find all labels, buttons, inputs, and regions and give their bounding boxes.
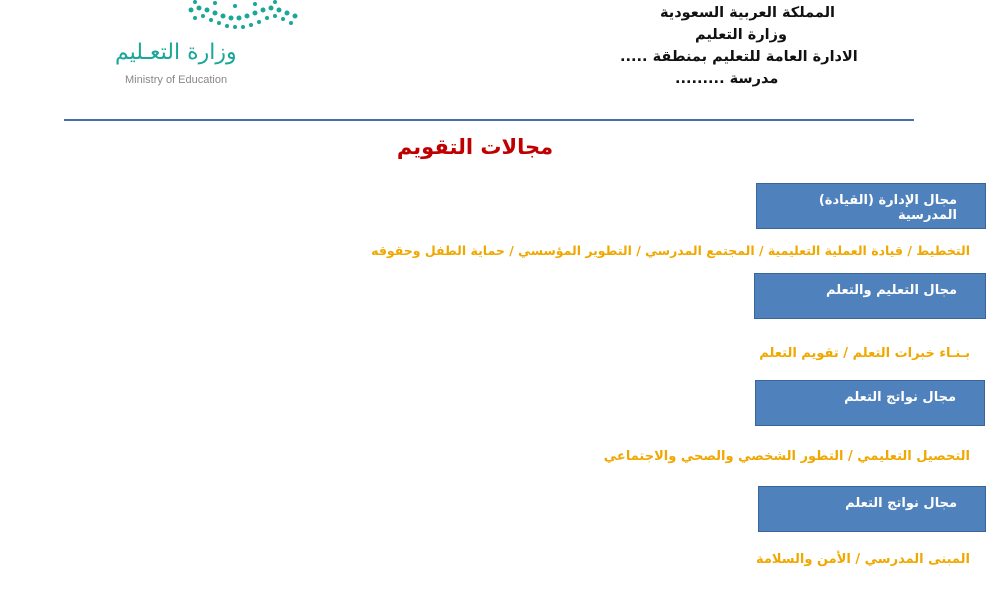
domain-items-outcomes: التحصيل التعليمي / التطور الشخصي والصحي والاجتماعي <box>603 449 970 464</box>
header-line-directorate: الادارة العامة للتعليم بمنطقة ..... <box>620 49 858 65</box>
header-block <box>470 2 890 90</box>
ministry-logo <box>115 0 305 95</box>
dotted-pattern-logo-icon <box>185 0 305 36</box>
domain-items-building-safety: المبنى المدرسي / الأمن والسلامة <box>756 552 970 567</box>
domain-box-outcomes-2: مجال نواتج التعلم <box>758 486 986 532</box>
domain-box-leadership: مجال الإدارة (القيادة) المدرسية <box>756 183 986 229</box>
header-line-school: مدرسة ......... <box>675 71 779 87</box>
header-line-kingdom: المملكة العربية السعودية <box>660 5 835 21</box>
header-line-ministry: وزارة التعليم <box>695 27 788 43</box>
header-divider <box>64 119 914 121</box>
domain-items-leadership: التخطيط / قيادة العملية التعليمية / المجتمع المدرسي / التطوير المؤسسي / حماية الطفل وحقوقه <box>371 243 970 258</box>
page-title: مجالات التقويم <box>396 135 554 159</box>
logo-english-text: Ministry of Education <box>125 74 228 86</box>
domain-items-teaching: بـنـاء خبرات التعلم / تقويم التعلم <box>759 346 970 361</box>
domain-box-outcomes: مجال نواتج التعلم <box>755 380 985 426</box>
domain-box-teaching: مجال التعليم والتعلم <box>754 273 986 319</box>
logo-arabic-text: وزارة التعـليم <box>115 40 237 65</box>
